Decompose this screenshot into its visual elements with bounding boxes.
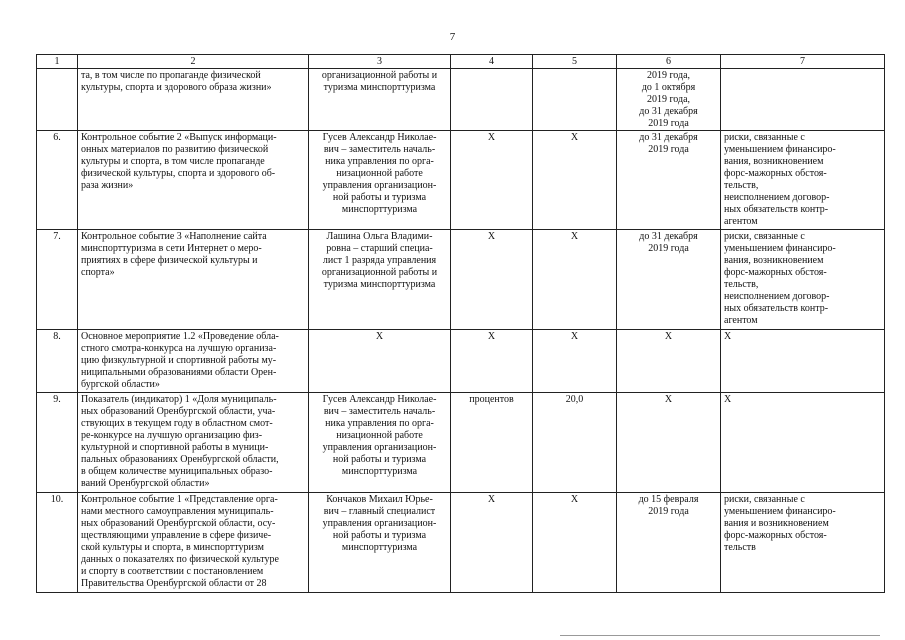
unit-cell: Х [451,230,533,330]
responsible-cell: Лашина Ольга Владими- ровна – старший специа- лист 1 разряда управления организационной работы и туризма минспорттуризма [309,230,451,330]
table-row [37,330,885,393]
table-row [37,393,885,493]
deadline-cell: до 31 декабря 2019 года [617,131,721,230]
header-cell: 6 [617,55,721,69]
risks-cell: Х [721,393,885,493]
page-number: 7 [449,31,456,43]
unit-cell [451,69,533,131]
risks-cell [721,69,885,131]
unit-cell: процентов [451,393,533,493]
event-cell: Показатель (индикатор) 1 «Доля муниципаль- ных образований Оренбургской области, уча- ствующих в текущем году в областном смот- ре-конкурсе на лучшую организацию физ- культурной и спортивной работы в муници- пальных образованиях Оренбургской области, в общем количестве муниципальных образо- ваний Оренбургской области» [78,393,309,493]
row-number: 9. [37,393,78,493]
deadline-cell: 2019 года, до 1 октября 2019 года, до 31 декабря 2019 года [617,69,721,131]
scan-edge-line [560,635,880,636]
header-cell: 4 [451,55,533,69]
value-cell: Х [533,493,617,593]
responsible-cell: Гусев Александр Николае- вич – заместитель началь- ника управления по орга- низационной работе управления организацион- ной работы и туризма минспорттуризма [309,393,451,493]
responsible-cell: Х [309,330,451,393]
table-row [37,230,885,330]
responsible-cell: Гусев Александр Николае- вич – заместитель началь- ника управления по орга- низационной работе управления организацион- ной работы и туризма минспорттуризма [309,131,451,230]
unit-cell: Х [451,131,533,230]
row-number: 10. [37,493,78,593]
deadline-cell: Х [617,330,721,393]
event-cell: та, в том числе по пропаганде физической культуры, спорта и здорового образа жизни» [78,69,309,131]
header-cell: 1 [37,55,78,69]
risks-cell: риски, связанные с уменьшением финансиро- вания, возникновением форс-мажорных обстоя- тельств, неисполнением договор- ных обязательств контр- агентом [721,230,885,330]
plan-table [36,54,885,593]
value-cell: 20,0 [533,393,617,493]
value-cell: Х [533,230,617,330]
event-cell: Контрольное событие 2 «Выпуск информаци- онных материалов по развитию физической культуры и спорта, в том числе пропаганде физической культуры, спорта и здорового об- раза жизни» [78,131,309,230]
unit-cell: Х [451,493,533,593]
value-cell: Х [533,330,617,393]
header-cell: 5 [533,55,617,69]
table-row [37,69,885,131]
value-cell: Х [533,131,617,230]
deadline-cell: Х [617,393,721,493]
row-number [37,69,78,131]
risks-cell: риски, связанные с уменьшением финансиро- вания, возникновением форс-мажорных обстоя- тельств, неисполнением договор- ных обязательств контр- агентом [721,131,885,230]
table-row [37,131,885,230]
header-row [37,55,885,69]
event-cell: Контрольное событие 1 «Представление орга- нами местного самоуправления муниципаль- ных образований Оренбургской области, осу- ществляющими управление в сфере физиче- ской культуры и спорта, в минспорттуризм данных о показателях по физической культуре и спорту в соответствии с постановлением Правительства Оренбургской области от 28 [78,493,309,593]
deadline-cell: до 31 декабря 2019 года [617,230,721,330]
risks-cell: риски, связанные с уменьшением финансиро- вания и возникновением форс-мажорных обстоя- тельств [721,493,885,593]
responsible-cell: организационной работы и туризма минспорттуризма [309,69,451,131]
event-cell: Контрольное событие 3 «Наполнение сайта минспорттуризма в сети Интернет о меро- приятиях в сфере физической культуры и спорта» [78,230,309,330]
deadline-cell: до 15 февраля 2019 года [617,493,721,593]
unit-cell: Х [451,330,533,393]
value-cell [533,69,617,131]
table-row [37,493,885,593]
responsible-cell: Кончаков Михаил Юрье- вич – главный специалист управления организацион- ной работы и туризма минспорттуризма [309,493,451,593]
risks-cell: Х [721,330,885,393]
header-cell: 3 [309,55,451,69]
header-cell: 2 [78,55,309,69]
row-number: 8. [37,330,78,393]
event-cell: Основное мероприятие 1.2 «Проведение обла- стного смотра-конкурса на лучшую организа- цию физкультурной и спортивной работы му- ниципальными образованиями области Орен- бургской области» [78,330,309,393]
row-number: 7. [37,230,78,330]
header-cell: 7 [721,55,885,69]
row-number: 6. [37,131,78,230]
